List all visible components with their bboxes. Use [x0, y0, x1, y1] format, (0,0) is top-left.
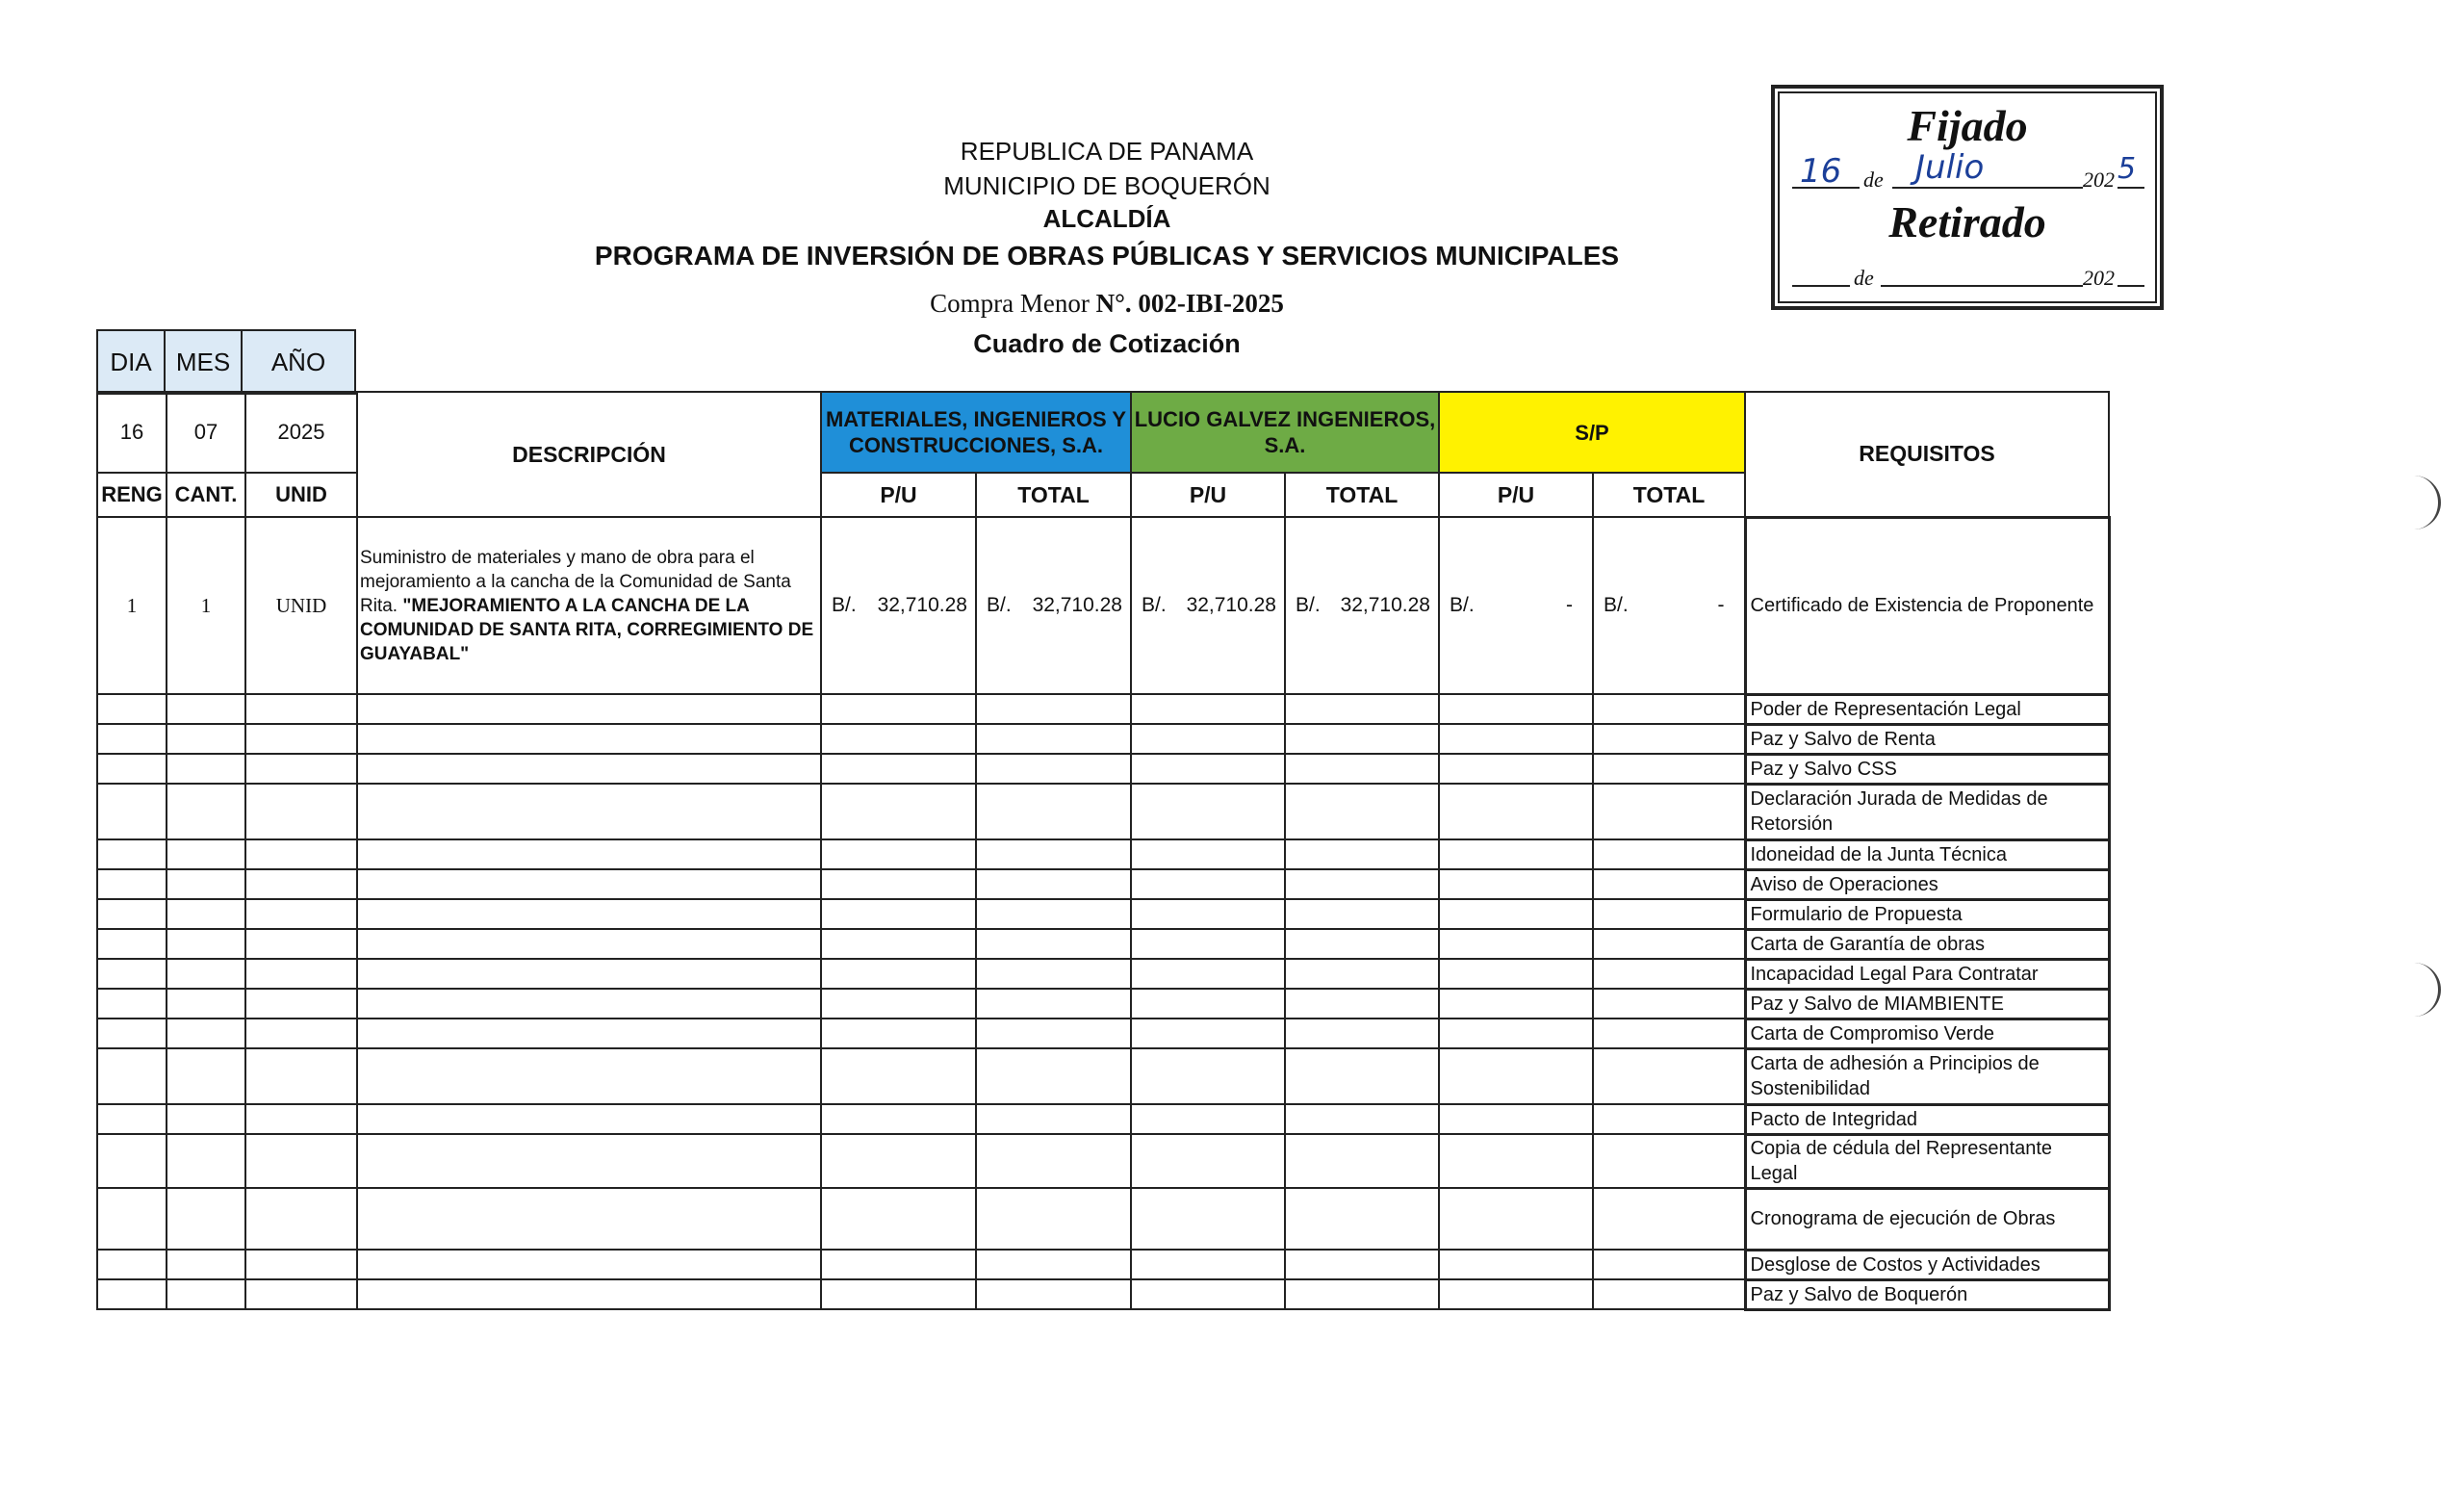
- table-row: [97, 1104, 2109, 1134]
- stamp-fijado-year-digit: 5: [2118, 152, 2137, 186]
- currency-label: B/.: [1296, 594, 1321, 616]
- vendor-header-1: MATERIALES, INGENIEROS Y CONSTRUCCIONES, S.A.: [821, 392, 1131, 473]
- stamp-fijado: Fijado: [1907, 101, 2028, 150]
- col-header-pu-2: P/U: [1131, 473, 1285, 517]
- vendor2-total: [1285, 517, 1439, 694]
- item-reng: 1: [97, 517, 167, 694]
- requisito-item: Idoneidad de la Junta Técnica: [1745, 839, 2109, 869]
- col-header-total-2: TOTAL: [1285, 473, 1439, 517]
- header-municipality: MUNICIPIO DE BOQUERÓN: [943, 171, 1270, 200]
- table-row: [97, 1019, 2109, 1048]
- table-row: [97, 989, 2109, 1019]
- currency-label: B/.: [832, 594, 857, 616]
- item-description: [357, 517, 821, 694]
- item-cant: 1: [167, 517, 245, 694]
- value: 32,710.28: [1032, 594, 1122, 616]
- col-header-pu-1: P/U: [821, 473, 976, 517]
- requisito-item: Paz y Salvo de Boquerón: [1745, 1279, 2109, 1309]
- vendor2-pu: [1131, 517, 1285, 694]
- table-row: [97, 1188, 2109, 1250]
- table-row: [97, 1279, 2109, 1309]
- item-description-plain: Suministro de materiales y mano de obra para el mejoramiento a la cancha de la Comunidad de Santa Rita.: [360, 547, 791, 616]
- table-row: [97, 959, 2109, 989]
- requisito-item: Incapacidad Legal Para Contratar: [1745, 959, 2109, 989]
- item-unid: UNID: [245, 517, 357, 694]
- requisito-item: Cronograma de ejecución de Obras: [1745, 1188, 2109, 1250]
- stamp-underline: [2044, 158, 2083, 189]
- vendor-header-2: LUCIO GALVEZ INGENIEROS, S.A.: [1131, 392, 1439, 473]
- col-header-total-1: TOTAL: [976, 473, 1131, 517]
- col-header-unid: UNID: [245, 473, 357, 517]
- punch-hole-mark: [2413, 963, 2441, 1017]
- requisito-item: Carta de Compromiso Verde: [1745, 1019, 2109, 1048]
- stamp-underline: [1792, 256, 1850, 287]
- header-office: ALCALDÍA: [1042, 204, 1171, 233]
- table-row: [97, 754, 2109, 784]
- table-row: [97, 1250, 2109, 1279]
- date-label-mes: MES: [165, 330, 242, 394]
- date-header-table: [96, 329, 356, 395]
- requisito-item: Desglose de Costos y Actividades: [1745, 1250, 2109, 1279]
- stamp-year-prefix: 202: [2083, 168, 2115, 192]
- requisito-item: Certificado de Existencia de Proponente: [1745, 517, 2109, 694]
- stamp-de: de: [1863, 168, 1884, 192]
- vendor3-total: [1593, 517, 1745, 694]
- value: 32,710.28: [877, 594, 967, 616]
- stamp-year-prefix: 202: [2083, 266, 2115, 290]
- col-header-pu-3: P/U: [1439, 473, 1593, 517]
- col-header-descripcion: DESCRIPCIÓN: [357, 392, 821, 517]
- vendor-header-3: S/P: [1439, 392, 1745, 473]
- compra-prefix: Compra Menor: [930, 289, 1090, 318]
- requisito-item: Paz y Salvo CSS: [1745, 754, 2109, 784]
- punch-hole-mark: [2413, 476, 2441, 529]
- compra-number: N°. 002-IBI-2025: [1095, 289, 1284, 318]
- header-program: PROGRAMA DE INVERSIÓN DE OBRAS PÚBLICAS Y SERVICIOS MUNICIPALES: [594, 241, 1620, 271]
- table-row: [97, 1048, 2109, 1104]
- date-label-ano: AÑO: [242, 330, 355, 394]
- vendor3-pu: [1439, 517, 1593, 694]
- table-row: [97, 517, 2109, 694]
- vendor1-total: [976, 517, 1131, 694]
- date-label-dia: DIA: [97, 330, 165, 394]
- value: -: [1566, 594, 1573, 616]
- document-subtitle: Cuadro de Cotización: [973, 329, 1241, 358]
- requisito-item: Paz y Salvo de Renta: [1745, 724, 2109, 754]
- col-header-reng: RENG: [97, 473, 167, 517]
- requisito-item: Formulario de Propuesta: [1745, 899, 2109, 929]
- item-description-bold: "MEJORAMIENTO A LA CANCHA DE LA COMUNIDAD DE SANTA RITA, CORREGIMIENTO DE GUAYABAL": [360, 595, 814, 664]
- table-row: [97, 899, 2109, 929]
- stamp-fijado-day: 16: [1800, 152, 1842, 191]
- value: -: [1717, 594, 1725, 616]
- currency-label: B/.: [1604, 594, 1629, 616]
- requisito-item: Carta de adhesión a Principios de Sostenibilidad: [1745, 1048, 2109, 1104]
- currency-label: B/.: [1450, 594, 1475, 616]
- table-row: [97, 929, 2109, 959]
- date-value-mes: 07: [167, 392, 245, 473]
- table-row: [97, 869, 2109, 899]
- requisito-item: Pacto de Integridad: [1745, 1104, 2109, 1134]
- header-republic: REPUBLICA DE PANAMA: [960, 137, 1254, 166]
- requisito-item: Carta de Garantía de obras: [1745, 929, 2109, 959]
- col-header-total-3: TOTAL: [1593, 473, 1745, 517]
- stamp-retirado: Retirado: [1888, 197, 2046, 246]
- stamp-underline: [1881, 256, 2083, 287]
- stamp-de: de: [1854, 266, 1874, 290]
- vendor1-pu: [821, 517, 976, 694]
- requisito-item: Paz y Salvo de MIAMBIENTE: [1745, 989, 2109, 1019]
- stamp-underline: [2118, 256, 2144, 287]
- stamp-fijado-month: Julio: [1915, 148, 1985, 187]
- table-row: [97, 839, 2109, 869]
- requisito-item: Poder de Representación Legal: [1745, 694, 2109, 724]
- currency-label: B/.: [987, 594, 1012, 616]
- value: 32,710.28: [1186, 594, 1276, 616]
- table-row: [97, 694, 2109, 724]
- date-value-dia: 16: [97, 392, 167, 473]
- table-row: [97, 724, 2109, 754]
- value: 32,710.28: [1340, 594, 1430, 616]
- quotation-table: [96, 391, 2111, 1311]
- col-header-requisitos: REQUISITOS: [1745, 392, 2109, 517]
- requisito-item: Copia de cédula del Representante Legal: [1745, 1134, 2109, 1188]
- currency-label: B/.: [1142, 594, 1167, 616]
- col-header-cant: CANT.: [167, 473, 245, 517]
- table-row: [97, 784, 2109, 839]
- fijado-retirado-stamp: [1771, 85, 2164, 310]
- table-row: [97, 1134, 2109, 1188]
- date-value-ano: 2025: [245, 392, 357, 473]
- requisito-item: Declaración Jurada de Medidas de Retorsión: [1745, 784, 2109, 839]
- requisito-item: Aviso de Operaciones: [1745, 869, 2109, 899]
